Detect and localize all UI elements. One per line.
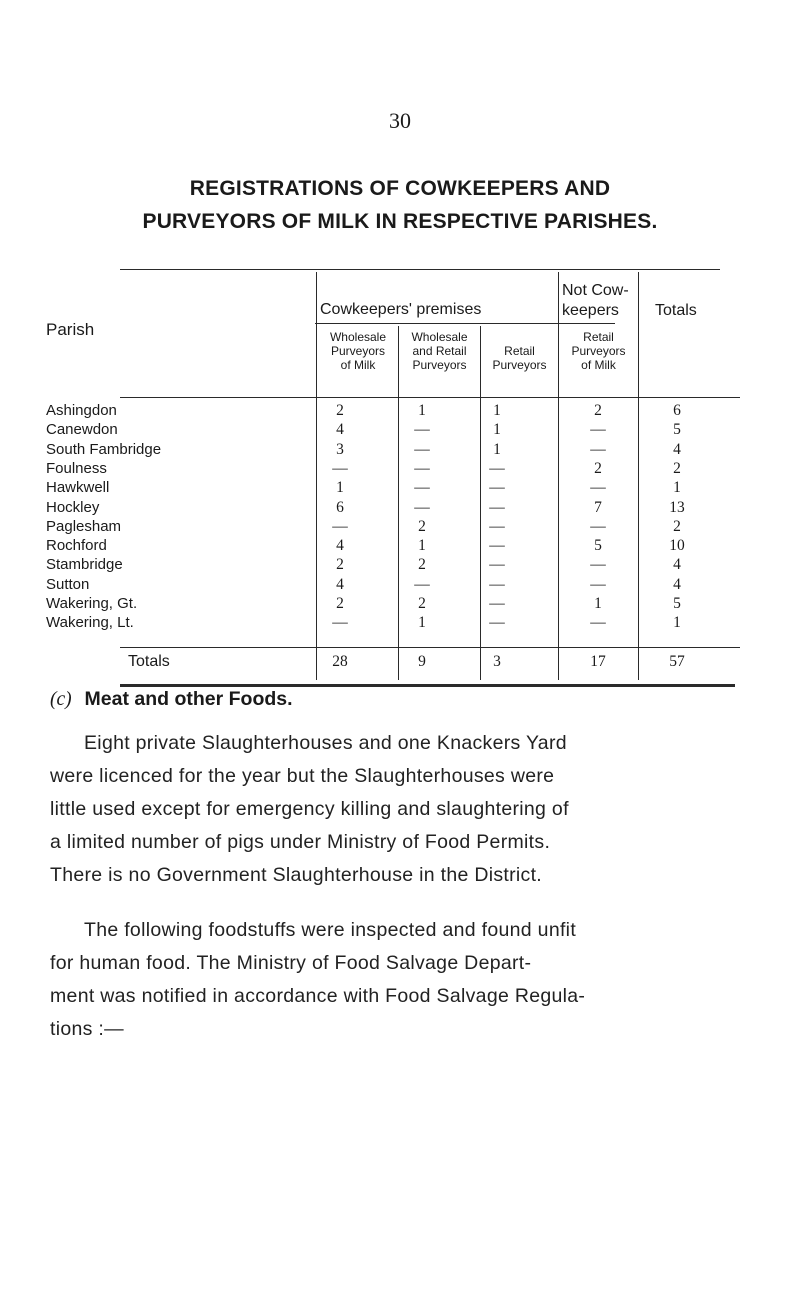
header-wholesale-l3: of Milk	[340, 358, 376, 372]
row-wholesale: 4	[336, 575, 344, 593]
row-wholesale-retail: —	[414, 459, 430, 477]
row-wholesale: 2	[336, 402, 344, 419]
row-retail-milk: 2	[594, 402, 602, 419]
row-retail-milk: 7	[594, 498, 602, 516]
row-retail-milk: —	[590, 421, 606, 439]
para2-line3: ment was notified in accordance with Food Salvage Regula-	[50, 985, 586, 1007]
row-total: 1	[673, 479, 681, 497]
totals-wholesale-retail: 9	[418, 653, 426, 670]
row-retail: 1	[493, 440, 501, 458]
row-total: 4	[673, 556, 681, 574]
row-retail: —	[489, 498, 505, 516]
para1-line3: little used except for emergency killing and slaughtering of	[50, 798, 569, 820]
row-retail-milk: —	[590, 440, 606, 458]
para1-line4: a limited number of pigs under Ministry of Food Permits.	[50, 831, 551, 853]
header-totals: Totals	[655, 302, 697, 319]
header-rm-l3: of Milk	[581, 358, 616, 372]
header-wr-l1: Wholesale	[411, 330, 468, 344]
paragraph-foodstuffs	[50, 914, 755, 1046]
row-retail-milk: —	[590, 614, 606, 632]
row-parish: Hawkwell	[46, 479, 110, 497]
para1-line5: There is no Government Slaughterhouse in the District.	[50, 864, 543, 886]
row-parish: Sutton	[46, 575, 90, 593]
col-rule-5	[638, 272, 639, 680]
row-wholesale-retail: 1	[418, 402, 426, 419]
row-wholesale-retail: 2	[418, 595, 426, 612]
row-wholesale-retail: 2	[418, 517, 426, 535]
totals-retail-milk: 17	[590, 653, 606, 670]
header-wr-l3: Purveyors	[412, 358, 467, 372]
header-not-cowkeepers	[562, 281, 629, 321]
row-retail-milk: —	[590, 575, 606, 593]
header-wholesale	[318, 330, 398, 372]
row-parish: Stambridge	[46, 556, 123, 574]
row-retail: —	[489, 479, 505, 497]
row-retail: —	[489, 537, 505, 555]
header-wholesale-retail	[399, 330, 480, 372]
row-wholesale: —	[332, 459, 348, 477]
row-retail: —	[489, 614, 505, 632]
header-rm-l1: Retail	[583, 330, 614, 344]
row-total: 4	[673, 440, 681, 458]
row-wholesale: 4	[336, 421, 344, 439]
row-retail: —	[489, 517, 505, 535]
row-wholesale-retail: —	[414, 440, 430, 458]
row-total: 2	[673, 517, 681, 535]
header-wr-l2: and Retail	[412, 344, 467, 358]
totals-top-rule	[120, 647, 740, 648]
header-cowkeepers-premises: Cowkeepers' premises	[320, 301, 482, 318]
header-retail	[481, 344, 558, 372]
row-total: 2	[673, 459, 681, 477]
row-total: 5	[673, 421, 681, 439]
row-retail: 1	[493, 421, 501, 439]
header-retail-l2: Purveyors	[492, 358, 547, 372]
row-wholesale-retail: 2	[418, 556, 426, 574]
row-parish: Foulness	[46, 459, 107, 477]
header-sub-rule	[315, 323, 615, 324]
title-line-2: PURVEYORS OF MILK IN RESPECTIVE PARISHES.	[142, 210, 658, 233]
row-parish: Wakering, Lt.	[46, 614, 134, 632]
table-bottom-rule	[120, 684, 735, 687]
title-line-1: REGISTRATIONS OF COWKEEPERS AND	[189, 177, 611, 200]
totals-total: 57	[669, 653, 685, 670]
para2-line4: tions :—	[50, 1018, 124, 1040]
totals-retail: 3	[493, 653, 501, 670]
row-parish: Rochford	[46, 537, 107, 555]
section-letter: (c)	[50, 689, 72, 710]
row-retail-milk: 1	[594, 595, 602, 612]
header-not-cowkeepers-line2: keepers	[562, 302, 619, 319]
row-retail-milk: —	[590, 479, 606, 497]
header-wholesale-l2: Purveyors	[330, 344, 386, 358]
totals-label: Totals	[128, 653, 170, 670]
row-retail: —	[489, 459, 505, 477]
para1-line2: were licenced for the year but the Slaughterhouses were	[50, 765, 555, 787]
row-wholesale-retail: —	[414, 479, 430, 497]
row-retail-milk: 2	[594, 459, 602, 477]
row-total: 6	[673, 402, 681, 419]
header-retail-l1: Retail	[504, 344, 535, 358]
para2-line1: The following foodstuffs were inspected and found unfit	[84, 919, 577, 941]
table-top-rule	[120, 269, 720, 270]
row-total: 1	[673, 614, 681, 632]
row-parish: Canewdon	[46, 421, 118, 439]
row-wholesale: 6	[336, 498, 344, 516]
row-retail-milk: 5	[594, 537, 602, 555]
row-parish: South Fambridge	[46, 440, 162, 458]
paragraph-slaughterhouses	[50, 727, 755, 892]
header-parish: Parish	[46, 320, 95, 339]
row-parish: Wakering, Gt.	[46, 595, 138, 612]
header-not-cowkeepers-line1: Not Cow-	[562, 282, 629, 299]
row-retail: —	[489, 556, 505, 574]
row-wholesale: 2	[336, 556, 344, 574]
row-parish: Hockley	[46, 498, 100, 516]
row-retail: —	[489, 575, 505, 593]
para1-line1: Eight private Slaughterhouses and one Knackers Yard	[84, 732, 567, 754]
page-number: 30	[389, 108, 411, 133]
row-total: 4	[673, 575, 681, 593]
row-wholesale-retail: 1	[418, 537, 426, 555]
row-retail: 1	[493, 402, 501, 419]
row-wholesale: 2	[336, 595, 344, 612]
row-retail: —	[489, 595, 505, 612]
row-wholesale-retail: —	[414, 498, 430, 516]
row-wholesale: —	[332, 614, 348, 632]
header-wholesale-l1: Wholesale	[329, 330, 387, 344]
row-total: 13	[669, 498, 685, 516]
row-retail-milk: —	[590, 517, 606, 535]
row-wholesale-retail: —	[414, 421, 430, 439]
header-retail-milk	[559, 330, 638, 372]
section-title: Meat and other Foods.	[84, 688, 293, 710]
header-rm-l2: Purveyors	[571, 344, 626, 358]
row-wholesale: 1	[336, 479, 344, 497]
row-retail-milk: —	[590, 556, 606, 574]
row-wholesale: 4	[336, 537, 344, 555]
header-bottom-rule	[120, 397, 740, 398]
row-parish: Ashingdon	[46, 402, 117, 419]
para2-line2: for human food. The Ministry of Food Salvage Depart-	[50, 952, 532, 974]
row-total: 10	[669, 537, 685, 555]
row-wholesale: —	[332, 517, 348, 535]
row-parish: Paglesham	[46, 517, 122, 535]
totals-wholesale: 28	[332, 653, 348, 670]
section-heading	[50, 688, 293, 711]
row-wholesale-retail: 1	[418, 614, 426, 632]
row-wholesale: 3	[336, 440, 344, 458]
row-total: 5	[673, 595, 681, 612]
row-wholesale-retail: —	[414, 575, 430, 593]
